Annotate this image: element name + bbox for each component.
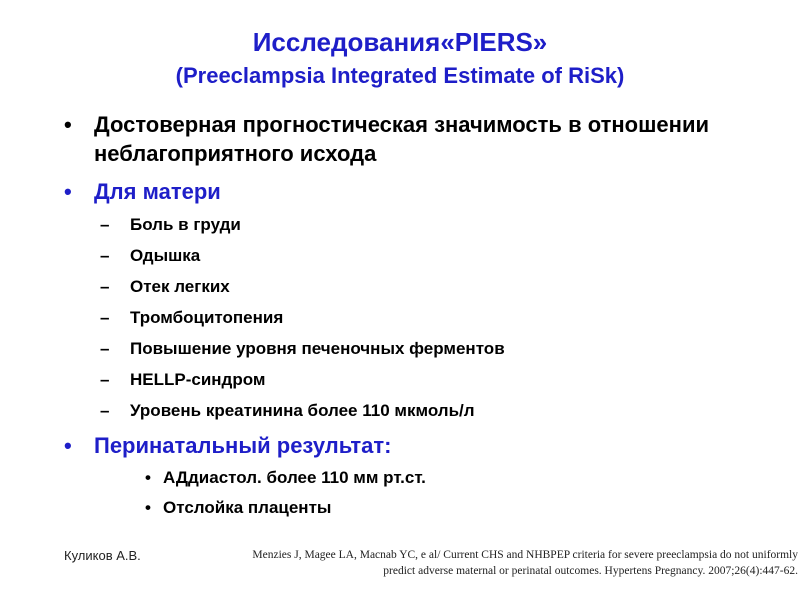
author-label: Куликов А.В. [64, 548, 141, 563]
dash: – [100, 277, 110, 296]
slide-title: Исследования«PIERS» [252, 27, 548, 57]
bullet-text: Перинатальный результат: [94, 433, 392, 458]
reference-line: predict adverse maternal or perinatal outcomes. Hypertens Pregnancy. 2007;26(4):447-62. [383, 565, 798, 577]
bullet-dot: • [145, 468, 151, 487]
bullet-text: Для матери [94, 179, 221, 204]
dash: – [100, 370, 110, 389]
list-item-text: Уровень креатинина более 110 мкмоль/л [130, 401, 475, 420]
bullet-dot: • [64, 433, 72, 458]
list-item-text: Отек легких [130, 277, 230, 296]
slide-subtitle: (Preeclampsia Integrated Estimate of RiSk) [175, 63, 625, 88]
dash: – [100, 401, 110, 420]
list-item-text: Боль в груди [130, 215, 241, 234]
dash: – [100, 215, 110, 234]
list-item-text: Тромбоцитопения [130, 308, 284, 327]
reference-citation [156, 547, 798, 579]
list-item-text: АДдиастол. более 110 мм рт.ст. [163, 468, 426, 487]
list-item-text: Отслойка плаценты [163, 498, 332, 517]
dash: – [100, 339, 110, 358]
bullet-dot: • [64, 112, 72, 137]
dash: – [100, 246, 110, 265]
bullet-dot: • [64, 179, 72, 204]
list-item-text: Повышение уровня печеночных ферментов [130, 339, 505, 358]
bullet-text: Достоверная прогностическая значимость в отношении неблагоприятного исхода [94, 112, 710, 166]
list-item-text: Одышка [130, 246, 201, 265]
list-item-text: HELLP-синдром [130, 370, 266, 389]
dash: – [100, 308, 110, 327]
reference-line: Menzies J, Magee LA, Macnab YC, e al/ Current CHS and NHBPEP criteria for severe preeclampsia do not uniformly [252, 549, 798, 561]
bullet-dot: • [145, 498, 151, 517]
